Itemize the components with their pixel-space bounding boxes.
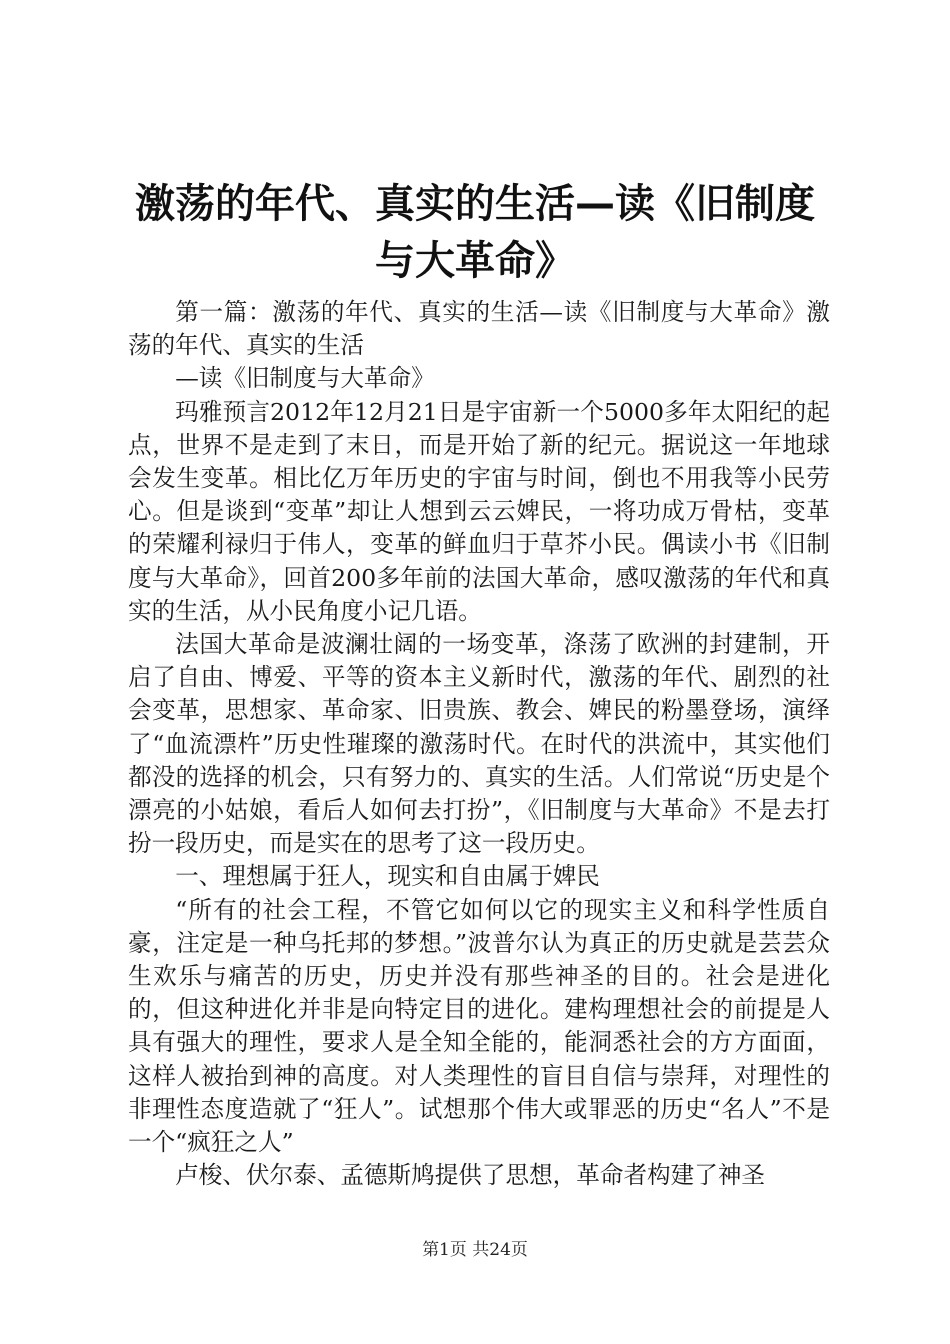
section-heading: 一、理想属于狂人，现实和自由属于婢民 <box>175 862 600 891</box>
document-body <box>128 296 830 1192</box>
document-title: 激荡的年代、真实的生活—读《旧制度与大革命》 <box>135 181 815 284</box>
paragraph: 法国大革命是波澜壮阔的一场变革，涤荡了欧洲的封建制，开启了自由、博爱、平等的资本主义新时代，激荡的年代、剧烈的社会变革，思想家、革命家、旧贵族、教会、婢民的粉墨登场，演绎了“血流漂杵”历史性璀璨的激荡时代。在时代的洪流中，其实他们都没的选择的机会，只有努力的、真实的生活。人们常说“历史是个漂亮的小姑娘，看后人如何去打扮”，《旧制度与大革命》不是去打扮一段历史，而是实在的思考了这一段历史。 <box>128 630 830 858</box>
page-number-footer: 第1页 共24页 <box>422 1240 528 1260</box>
paragraph: “所有的社会工程，不管它如何以它的现实主义和科学性质自豪，注定是一种乌托邦的梦想。”波普尔认为真正的历史就是芸芸众生欢乐与痛苦的历史，历史并没有那些神圣的目的。社会是进化的，但这种进化并非是向特定目的进化。建构理想社会的前提是人具有强大的理性，要求人是全知全能的，能洞悉社会的方方面面，这样人被抬到神的高度。对人类理性的盲目自信与崇拜，对理性的非理性态度造就了“狂人”。试想那个伟大或罪恶的历史“名人”不是一个“疯狂之人” <box>128 895 830 1157</box>
paragraph: 玛雅预言2012年12月21日是宇宙新一个5000多年太阳纪的起点，世界不是走到了末日，而是开始了新的纪元。据说这一年地球会发生变革。相比亿万年历史的宇宙与时间，倒也不用我等小民劳心。但是谈到“变革”却让人想到云云婢民，一将功成万骨枯，变革的荣耀利禄归于伟人，变革的鲜血归于草芥小民。偶读小书《旧制度与大革命》，回首200多年前的法国大革命，感叹激荡的年代和真实的生活，从小民角度小记几语。 <box>128 397 830 625</box>
paragraph: 卢梭、伏尔泰、孟德斯鸠提供了思想，革命者构建了神圣 <box>175 1161 766 1190</box>
paragraph: 第一篇：激荡的年代、真实的生活—读《旧制度与大革命》激荡的年代、真实的生活 <box>128 298 830 360</box>
paragraph: —读《旧制度与大革命》 <box>175 364 435 393</box>
